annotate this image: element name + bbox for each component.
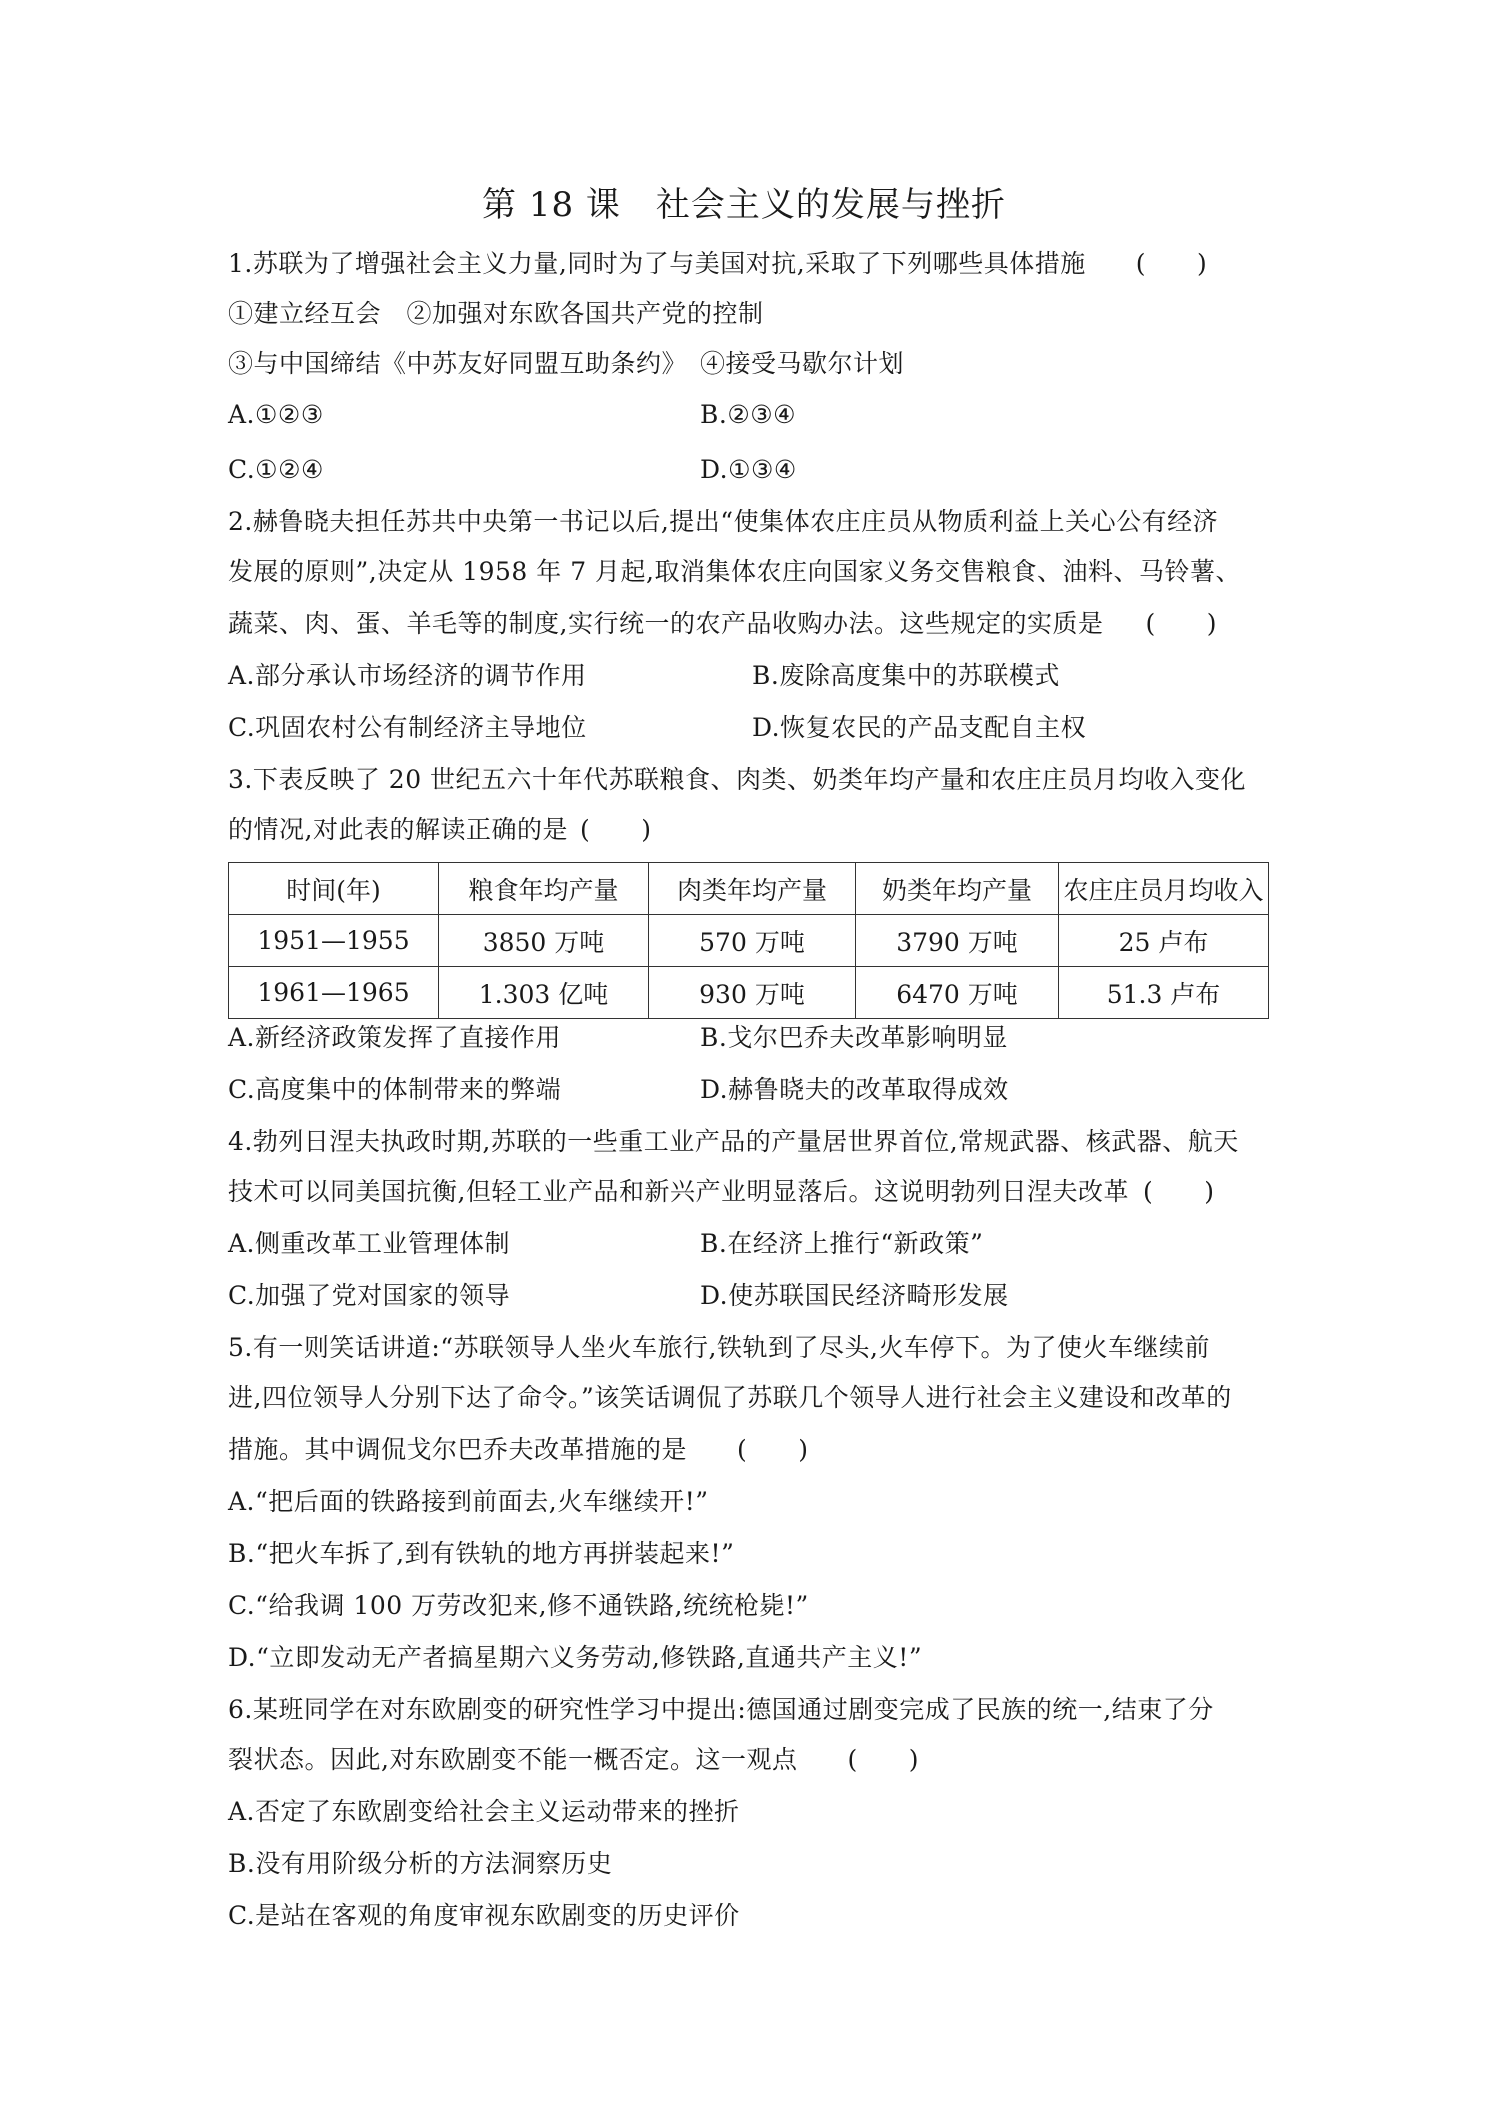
q6-line-2-text: 裂状态。因此,对东欧剧变不能一概否定。这一观点 <box>228 1745 798 1774</box>
table-header-row <box>229 863 1269 915</box>
q4-line-2 <box>228 1174 1268 1210</box>
q3-data-table <box>228 862 1269 1019</box>
q3-option-a: A.新经济政策发挥了直接作用 <box>228 1023 562 1052</box>
q4-line-2-text: 技术可以同美国抗衡,但轻工业产品和新兴产业明显落后。这说明勃列日涅夫改革 <box>228 1177 1129 1206</box>
q3-option-c: C.高度集中的体制带来的弊端 <box>228 1075 562 1104</box>
q6-answer-paren: ( ) <box>847 1745 919 1774</box>
q3-option-b: B.戈尔巴乔夫改革影响明显 <box>700 1023 1008 1052</box>
q4-option-a: A.侧重改革工业管理体制 <box>228 1229 511 1258</box>
q2-line-3-text: 蔬菜、肉、蛋、羊毛等的制度,实行统一的农产品收购办法。这些规定的实质是 <box>228 609 1104 638</box>
q2-answer-paren: ( ) <box>1145 609 1217 638</box>
q3-option-d: D.赫鲁晓夫的改革取得成效 <box>700 1075 1009 1104</box>
q4-option-d: D.使苏联国民经济畸形发展 <box>700 1281 1009 1310</box>
q6-line-2 <box>228 1742 1268 1778</box>
table-cell: 3790 万吨 <box>856 915 1059 967</box>
q5-line-2: 进,四位领导人分别下达了命令。”该笑话调侃了苏联几个领导人进行社会主义建设和改革的 <box>228 1383 1232 1412</box>
table-cell: 1.303 亿吨 <box>439 967 649 1019</box>
q3-answer-paren: ( ) <box>579 815 652 844</box>
q1-option-c: C.①②④ <box>228 455 324 484</box>
q3-line-2-text: 的情况,对此表的解读正确的是 <box>228 815 568 844</box>
q1-option-d: D.①③④ <box>700 455 797 484</box>
table-header-cell: 农庄庄员月均收入 <box>1059 863 1269 915</box>
table-cell: 1951—1955 <box>229 915 439 967</box>
q5-option-d: D.“立即发动无产者搞星期六义务劳动,修铁路,直通共产主义!” <box>228 1643 923 1672</box>
q5-line-3 <box>228 1432 1268 1468</box>
q4-line-1: 4.勃列日涅夫执政时期,苏联的一些重工业产品的产量居世界首位,常规武器、核武器、航天 <box>228 1127 1239 1156</box>
q2-line-3 <box>228 606 1268 642</box>
table-row <box>229 915 1269 967</box>
table-header-cell: 粮食年均产量 <box>439 863 649 915</box>
table-header-cell: 奶类年均产量 <box>856 863 1059 915</box>
q1-stem-text: 1.苏联为了增强社会主义力量,同时为了与美国对抗,采取了下列哪些具体措施 <box>228 249 1086 278</box>
q5-option-a: A.“把后面的铁路接到前面去,火车继续开!” <box>228 1487 709 1516</box>
q2-line-1: 2.赫鲁晓夫担任苏共中央第一书记以后,提出“使集体农庄庄员从物质利益上关心公有经济 <box>228 507 1219 536</box>
q1-item-a: ①建立经互会 ②加强对东欧各国共产党的控制 <box>228 299 764 328</box>
table-cell: 1961—1965 <box>229 967 439 1019</box>
q6-option-a: A.否定了东欧剧变给社会主义运动带来的挫折 <box>228 1797 740 1826</box>
q1-answer-paren: ( ) <box>1135 249 1208 278</box>
q2-option-c: C.巩固农村公有制经济主导地位 <box>228 713 587 742</box>
q4-option-c: C.加强了党对国家的领导 <box>228 1281 511 1310</box>
q2-option-a: A.部分承认市场经济的调节作用 <box>228 661 587 690</box>
table-row <box>229 967 1269 1019</box>
table-header-cell: 时间(年) <box>229 863 439 915</box>
q6-line-1: 6.某班同学在对东欧剧变的研究性学习中提出:德国通过剧变完成了民族的统一,结束了分 <box>228 1695 1214 1724</box>
q2-option-b: B.废除高度集中的苏联模式 <box>752 661 1060 690</box>
table-cell: 51.3 卢布 <box>1059 967 1269 1019</box>
q2-line-2: 发展的原则”,决定从 1958 年 7 月起,取消集体农庄向国家义务交售粮食、油料、马铃薯、 <box>228 557 1241 586</box>
q1-item-b: ③与中国缔结《中苏友好同盟互助条约》 ④接受马歇尔计划 <box>228 349 905 378</box>
q6-option-b: B.没有用阶级分析的方法洞察历史 <box>228 1849 613 1878</box>
table-cell: 930 万吨 <box>649 967 856 1019</box>
q1-option-b: B.②③④ <box>700 400 797 429</box>
q3-line-2 <box>228 812 1268 848</box>
q5-line-3-text: 措施。其中调侃戈尔巴乔夫改革措施的是 <box>228 1435 688 1464</box>
q6-option-c: C.是站在客观的角度审视东欧剧变的历史评价 <box>228 1901 740 1930</box>
table-cell: 570 万吨 <box>649 915 856 967</box>
q4-answer-paren: ( ) <box>1142 1177 1215 1206</box>
table-cell: 6470 万吨 <box>856 967 1059 1019</box>
page-title: 第 18 课 社会主义的发展与挫折 <box>482 185 1006 225</box>
q5-answer-paren: ( ) <box>737 1435 809 1464</box>
table-header-cell: 肉类年均产量 <box>649 863 856 915</box>
q2-option-d: D.恢复农民的产品支配自主权 <box>752 713 1087 742</box>
q5-option-b: B.“把火车拆了,到有铁轨的地方再拼装起来!” <box>228 1539 735 1568</box>
q1-stem <box>228 246 1268 282</box>
table-cell: 3850 万吨 <box>439 915 649 967</box>
q1-option-a: A.①②③ <box>228 400 324 429</box>
q4-option-b: B.在经济上推行“新政策” <box>700 1229 984 1258</box>
table-cell: 25 卢布 <box>1059 915 1269 967</box>
q5-line-1: 5.有一则笑话讲道:“苏联领导人坐火车旅行,铁轨到了尽头,火车停下。为了使火车继续前 <box>228 1333 1210 1362</box>
q5-option-c: C.“给我调 100 万劳改犯来,修不通铁路,统统枪毙!” <box>228 1591 809 1620</box>
q3-line-1: 3.下表反映了 20 世纪五六十年代苏联粮食、肉类、奶类年均产量和农庄庄员月均收入变化 <box>228 765 1247 794</box>
